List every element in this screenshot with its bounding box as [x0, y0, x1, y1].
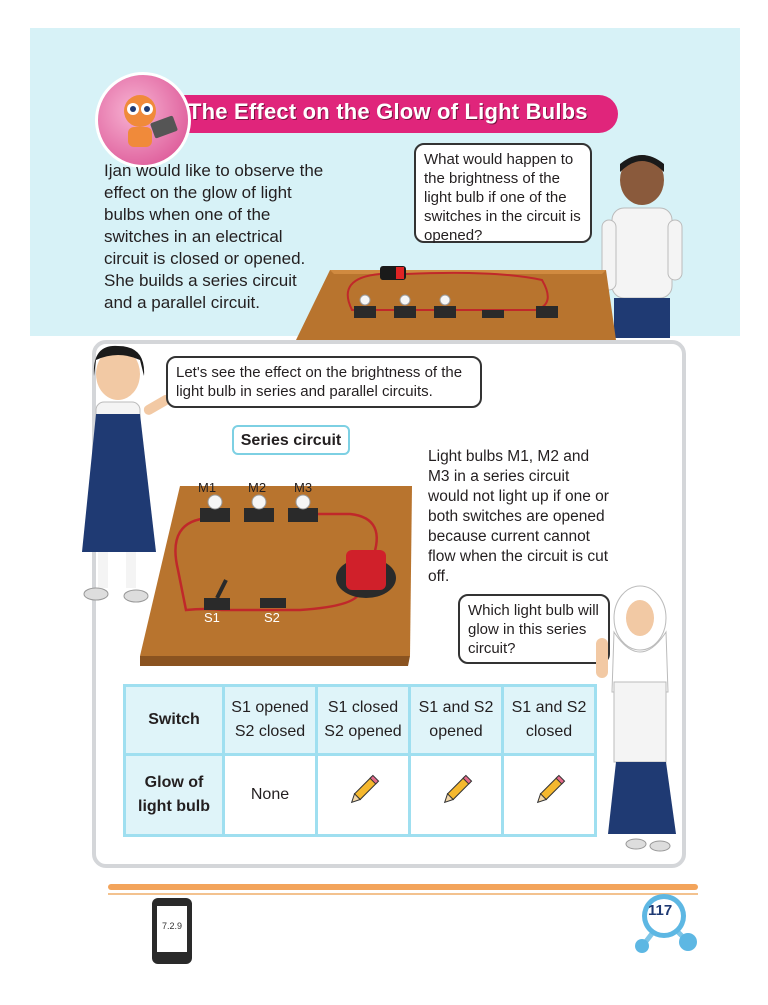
label-m3: M3	[294, 480, 313, 495]
label-s2: S2	[264, 610, 280, 625]
molecule-icon	[624, 880, 714, 970]
col1-line2: S2 closed	[234, 723, 306, 740]
circuit-table-illustration	[296, 254, 620, 340]
col3-line1: S1 and S2	[418, 699, 494, 716]
boy-speech-bubble: What would happen to the brightness of the light bulb if one of the switches in the circuit is opened?	[414, 143, 592, 243]
glow-table	[123, 684, 597, 837]
pencil-icon	[436, 771, 476, 811]
col3-line2: opened	[429, 723, 483, 740]
intro-text: Ijan would like to observe the effect on the glow of light bulbs when one of the switches in an electrical circuit is closed or opened. She builds a series circuit and a parallel circuit.	[104, 161, 324, 312]
glow-header-line2: light bulb	[138, 798, 210, 815]
robot-mascot-icon	[95, 72, 191, 168]
col2-line2: S2 opened	[324, 723, 402, 740]
series-circuit-board	[140, 470, 420, 666]
switch-header: Switch	[125, 686, 224, 755]
footer-divider-thin	[108, 893, 698, 895]
pencil-icon	[529, 771, 569, 811]
col4-line2: closed	[525, 723, 573, 740]
girl-hijab-illustration	[596, 582, 686, 858]
col4-header	[503, 686, 596, 755]
label-m2: M2	[248, 480, 267, 495]
glow-cell-4	[503, 755, 596, 836]
phone-code: 7.2.9	[161, 921, 183, 931]
col1-line1: S1 opened	[231, 699, 309, 716]
robot-icon	[98, 75, 182, 159]
col4-line1: S1 and S2	[511, 699, 587, 716]
page-number: 117	[648, 902, 673, 919]
page-title: The Effect on the Glow of Light Bulbs	[188, 99, 588, 124]
girl2-speech-bubble: Which light bulb will glow in this series circuit?	[458, 594, 610, 664]
col2-line1: S1 closed	[327, 699, 399, 716]
glow-header-line1: Glow of	[144, 774, 204, 791]
col1-header	[224, 686, 317, 755]
col3-header	[410, 686, 503, 755]
footer-divider	[108, 884, 698, 890]
series-circuit-label: Series circuit	[232, 425, 350, 455]
pencil-icon	[343, 771, 383, 811]
col2-header	[317, 686, 410, 755]
label-m1: M1	[198, 480, 217, 495]
label-s1: S1	[204, 610, 220, 625]
series-description: Light bulbs M1, M2 and M3 in a series circuit would not light up if one or both switches are opened because current cannot flow when the circuit is cut off.	[428, 448, 609, 585]
glow-cell-3	[410, 755, 503, 836]
glow-cell-1: None	[224, 755, 317, 836]
glow-cell-2	[317, 755, 410, 836]
glow-header	[125, 755, 224, 836]
girl-speech-bubble: Let's see the effect on the brightness of the light bulb in series and parallel circuits.	[166, 356, 482, 408]
